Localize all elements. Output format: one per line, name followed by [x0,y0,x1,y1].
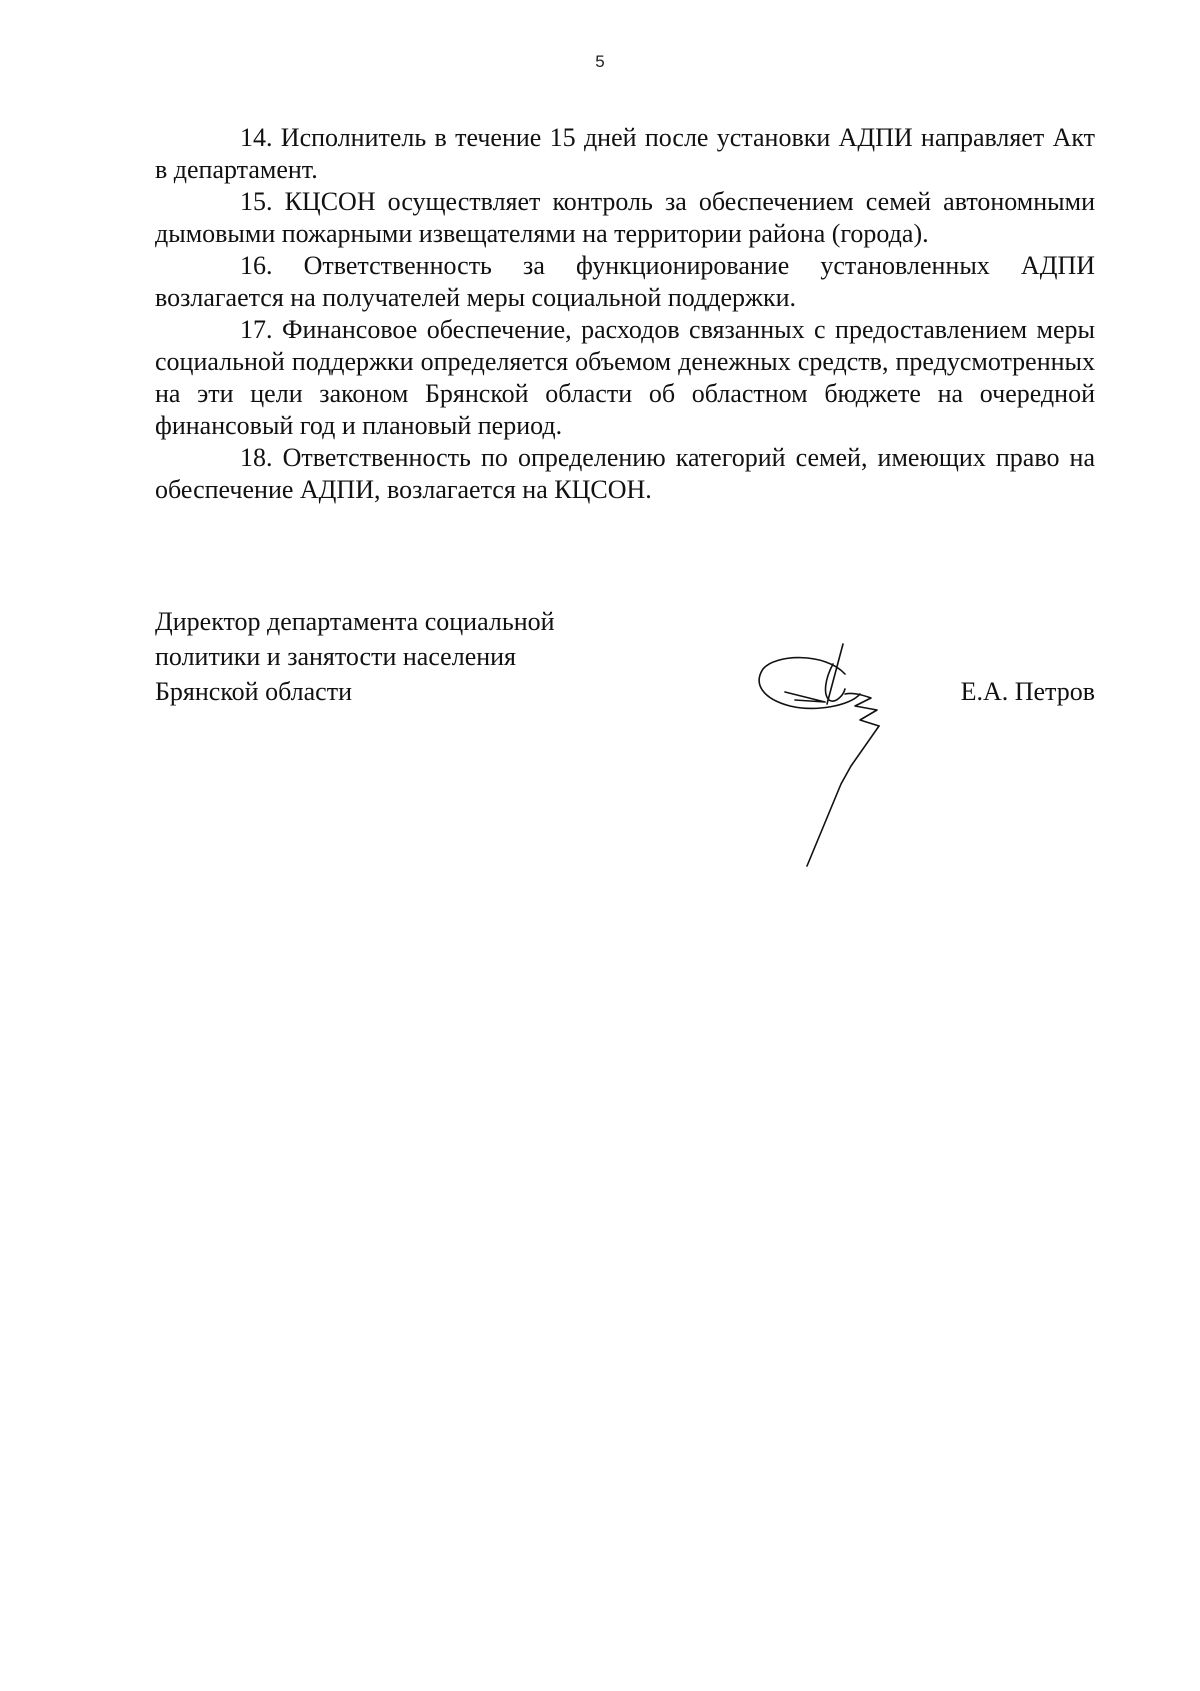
handwritten-signature-icon [755,634,915,874]
paragraph-17: 17. Финансовое обеспечение, расходов связанных с предоставлением меры социальной поддержки определяется объемом денежных средств, предусмотренных на эти цели законом Брянской области об областном бюджете на очередной финансовый год и плановый период. [155,315,1095,440]
signer-title-line-2: политики и занятости населения [155,642,517,671]
paragraph-18: 18. Ответственность по определению категорий семей, имеющих право на обеспечение АДПИ, возлагается на КЦСОН. [155,443,1095,504]
signer-title-line-3: Брянской области [155,677,352,706]
paragraph-14: 14. Исполнитель в течение 15 дней после установки АДПИ направляет Акт в департамент. [155,123,1095,184]
signer-name: Е.А. Петров [960,677,1095,706]
paragraph-15: 15. КЦСОН осуществляет контроль за обеспечением семей автономными дымовыми пожарными извещателями на территории района (города). [155,187,1095,248]
signature-block [155,604,1095,884]
signer-title-line-1: Директор департамента социальной [155,607,555,636]
page-number: 5 [595,52,605,71]
signer-title [155,604,555,709]
paragraph-16: 16. Ответственность за функционирование установленных АДПИ возлагается на получателей меры социальной поддержки. [155,251,1095,312]
document-body [155,122,1095,506]
